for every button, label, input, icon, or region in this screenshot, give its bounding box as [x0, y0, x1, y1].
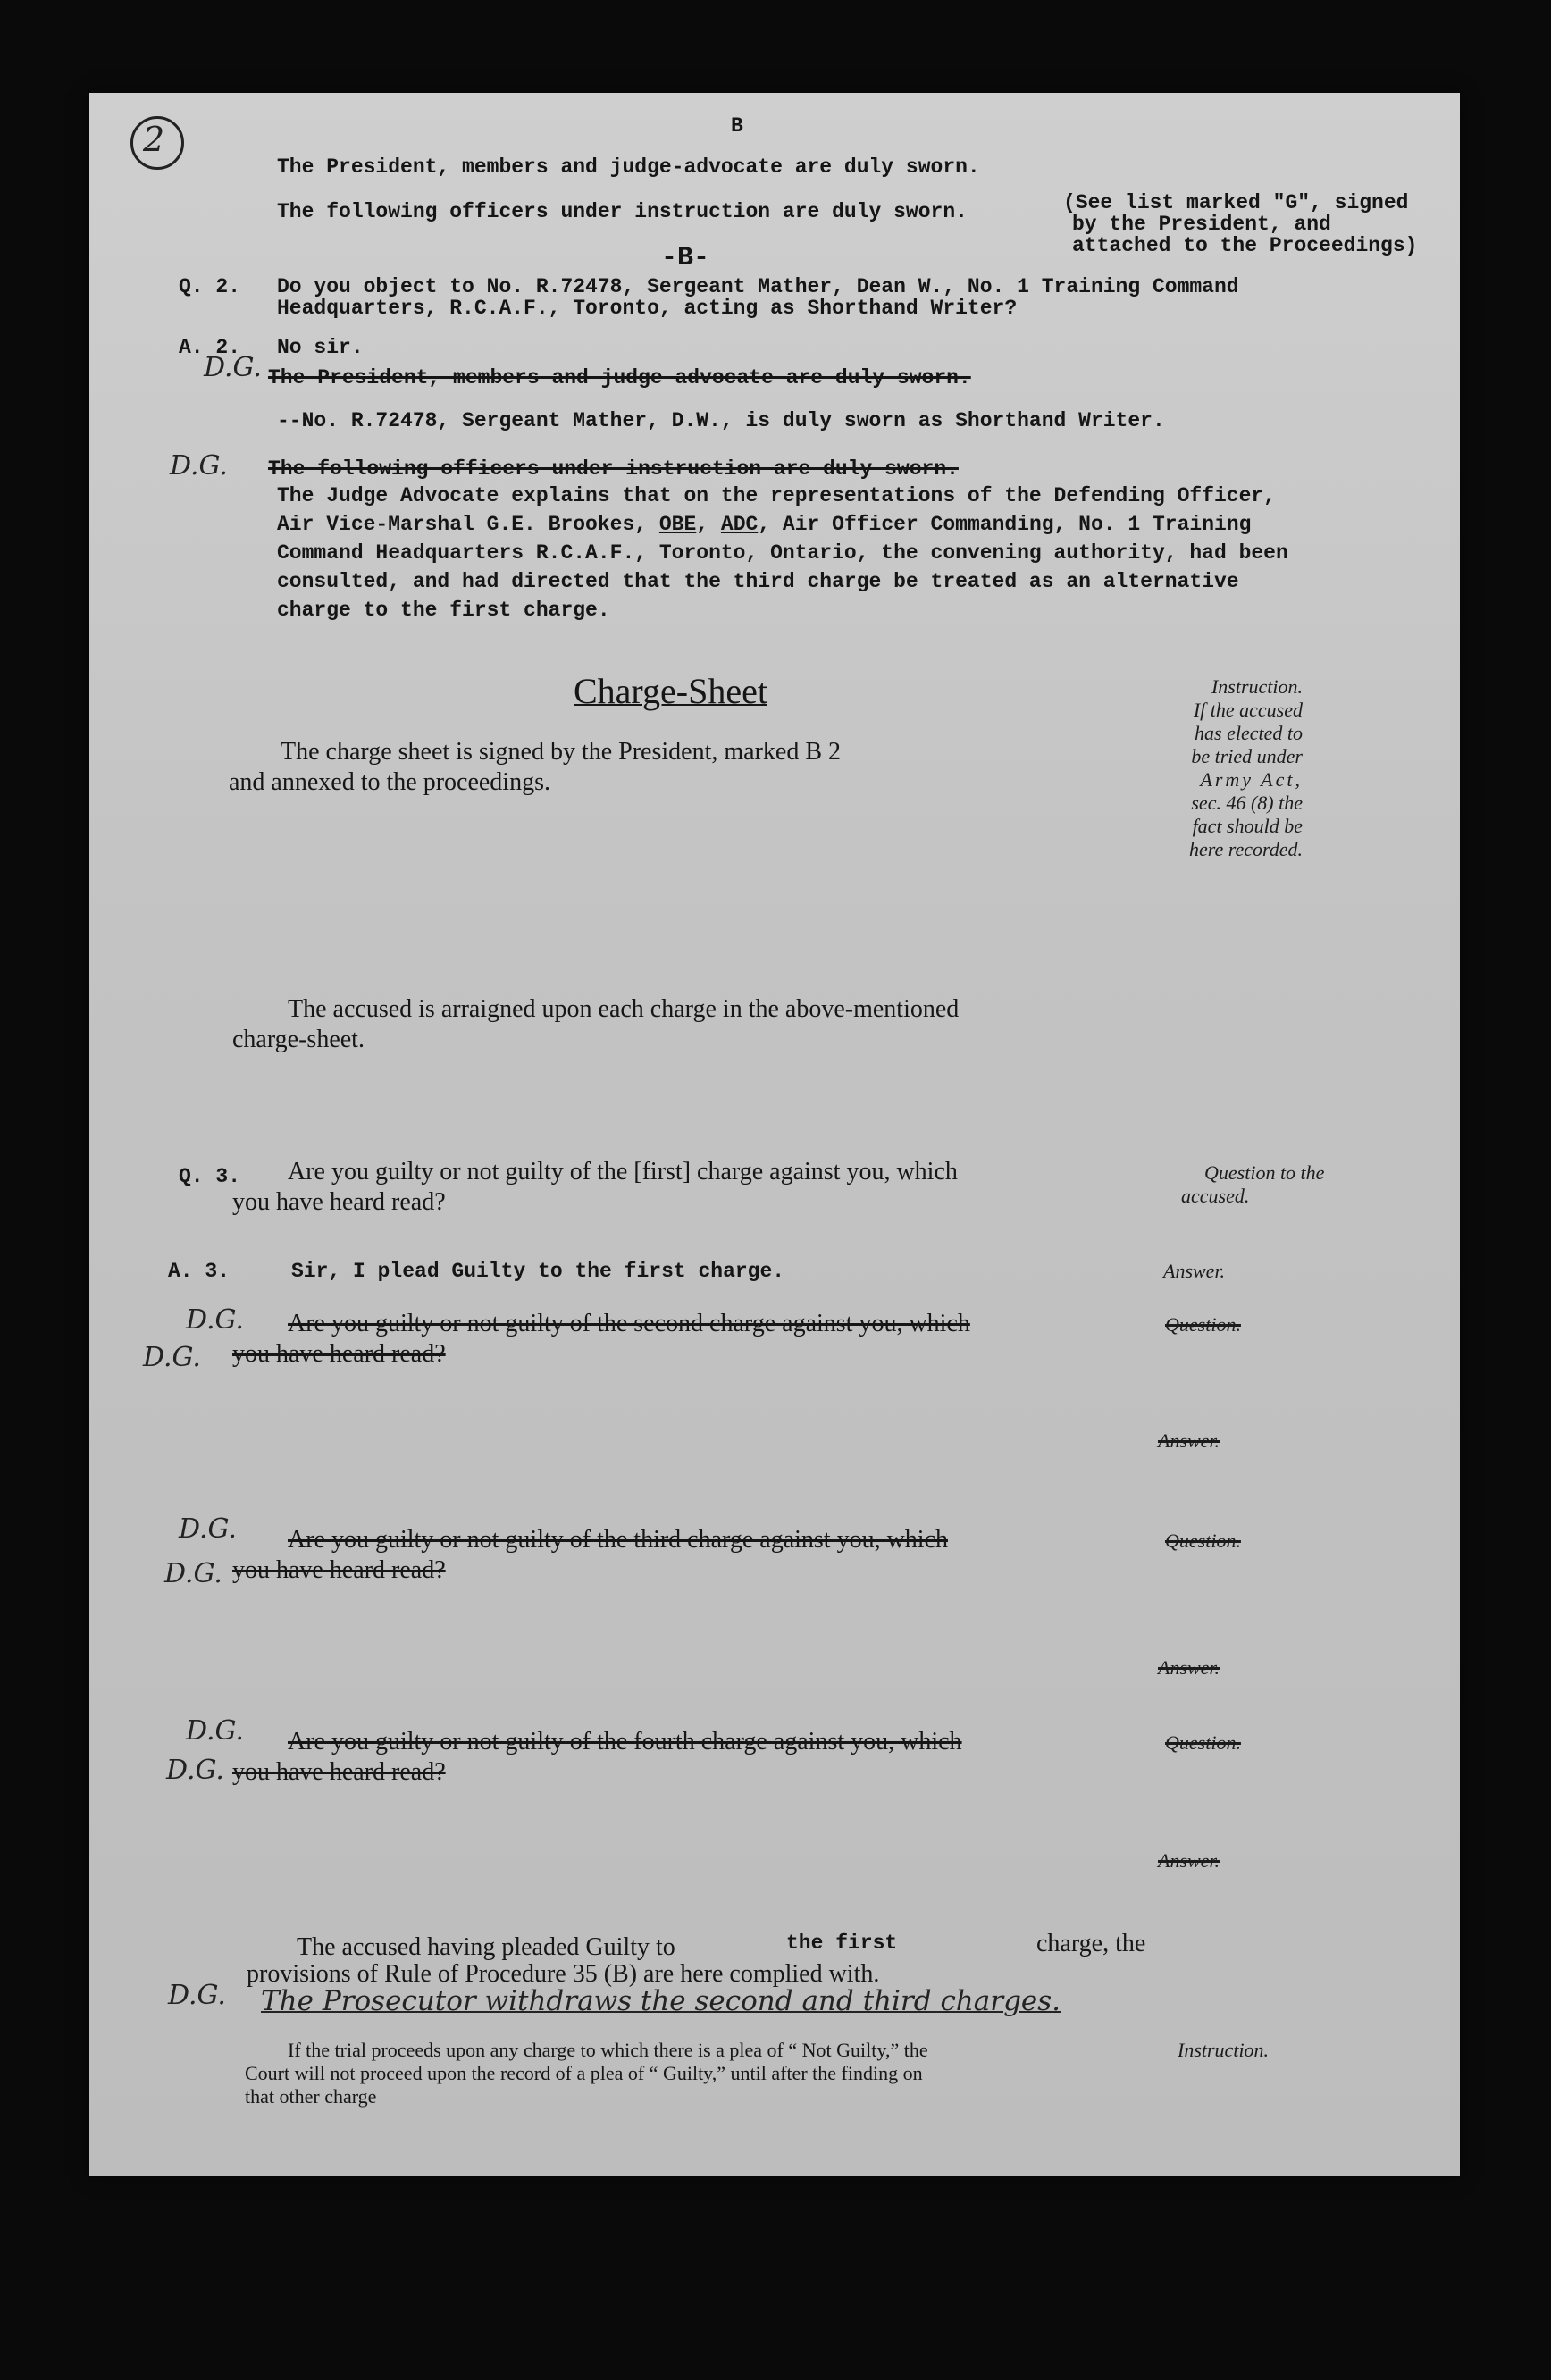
instr-l2: If the accused — [1193, 699, 1303, 721]
instr-l8: here recorded. — [1188, 838, 1303, 860]
a2-text: No sir. — [277, 336, 364, 359]
charge-sheet-line-1: The charge sheet is signed by the President, marked B 2 — [281, 738, 841, 766]
q3-margin-2: accused. — [1181, 1185, 1250, 1207]
ja-line-2b: , Air Officer Commanding, No. 1 Training — [758, 513, 1252, 536]
a2-number: A. 2. — [179, 336, 241, 359]
footer-instruction: Instruction. — [1178, 2039, 1270, 2061]
struck-q-second-answer: Answer. — [1158, 1429, 1220, 1452]
plea-handwritten: The Prosecutor withdraws the second and third charges. — [261, 1985, 1061, 2017]
struck-q-third-answer: Answer. — [1158, 1656, 1220, 1679]
section-letter-b: -B- — [661, 243, 710, 273]
a3-number: A. 3. — [168, 1260, 231, 1283]
ja-line-2 — [277, 513, 1251, 536]
initials-2: D.G. — [170, 450, 228, 482]
ja-line-5: charge to the first charge. — [277, 599, 610, 622]
initials-7: D.G. — [186, 1715, 244, 1747]
ja-obe: OBE — [658, 513, 697, 536]
struck-q-second-line-1: Are you guilty or not guilty of the second charge against you, which — [288, 1310, 970, 1337]
a3-text: Sir, I plead Guilty to the first charge. — [291, 1260, 785, 1283]
ja-line-1: The Judge Advocate explains that on the representations of the Defending Officer, — [277, 484, 1276, 507]
header-note-1: (See list marked "G", signed — [1063, 191, 1409, 214]
q3-line-1: Are you guilty or not guilty of the [first] charge against you, which — [288, 1158, 958, 1186]
ja-line-3: Command Headquarters R.C.A.F., Toronto, Ontario, the convening authority, had been — [277, 541, 1288, 565]
section-letter: B — [731, 114, 743, 138]
charge-sheet-title: Charge-Sheet — [574, 671, 767, 711]
initials-8: D.G. — [166, 1755, 224, 1786]
struck-q-fourth-question: Question. — [1165, 1731, 1241, 1754]
charge-sheet-instruction — [1151, 675, 1303, 861]
header-note-3: attached to the Proceedings) — [1072, 234, 1418, 257]
arraigned-line-1: The accused is arraigned upon each charge in the above-mentioned — [288, 995, 960, 1023]
instr-l1: Instruction. — [1211, 675, 1303, 698]
struck-q-third-question: Question. — [1165, 1529, 1241, 1552]
plea-line-1a: The accused having pleaded Guilty to — [297, 1933, 675, 1961]
a2-struck-2: The following officers under instruction are duly sworn. — [268, 457, 959, 481]
struck-q-third-line-1: Are you guilty or not guilty of the third charge against you, which — [288, 1526, 949, 1554]
q2-line-2: Headquarters, R.C.A.F., Toronto, acting as Shorthand Writer? — [277, 297, 1018, 320]
struck-q-second-line-2: you have heard read? — [232, 1340, 446, 1368]
plea-typed: the first — [786, 1932, 898, 1955]
instr-l4: be tried under — [1191, 745, 1303, 767]
a2-sworn: --No. R.72478, Sergeant Mather, D.W., is duly sworn as Shorthand Writer. — [277, 409, 1165, 432]
header-line-2: The following officers under instruction are duly sworn. — [277, 200, 968, 223]
q2-line-1: Do you object to No. R.72478, Sergeant Mather, Dean W., No. 1 Training Command — [277, 275, 1239, 298]
footer-line-2: Court will not proceed upon the record of a plea of “ Guilty,” until after the finding on — [245, 2062, 923, 2084]
struck-q-fourth-line-2: you have heard read? — [232, 1758, 446, 1786]
plea-line-2: provisions of Rule of Procedure 35 (B) are here complied with. — [247, 1960, 880, 1988]
ja-line-2a: Air Vice-Marshal G.E. Brookes, — [277, 513, 659, 536]
initials-3: D.G. — [186, 1304, 244, 1336]
struck-q-fourth-line-1: Are you guilty or not guilty of the fourth charge against you, which — [288, 1728, 962, 1756]
footer-line-3: that other charge — [245, 2085, 377, 2108]
initials-4: D.G. — [143, 1342, 201, 1373]
a3-margin: Answer. — [1163, 1260, 1226, 1282]
ja-comma: , — [696, 513, 721, 536]
arraigned-line-2: charge-sheet. — [232, 1026, 365, 1053]
q2-number: Q. 2. — [179, 275, 241, 298]
q3-line-2: you have heard read? — [232, 1188, 446, 1216]
ja-adc: ADC — [720, 513, 759, 536]
footer-line-1: If the trial proceeds upon any charge to which there is a plea of “ Not Guilty,” the — [288, 2039, 928, 2061]
a2-struck-1: The President, members and judge advocate are duly sworn. — [268, 366, 971, 390]
instr-l5: Army Act, — [1200, 768, 1303, 791]
plea-line-1b: charge, the — [1036, 1930, 1146, 1957]
header-note-2: by the President, and — [1072, 213, 1331, 236]
q3-margin-1: Question to the — [1204, 1161, 1325, 1184]
instr-l7: fact should be — [1192, 815, 1303, 837]
charge-sheet-line-2: and annexed to the proceedings. — [229, 768, 550, 796]
struck-q-third-line-2: you have heard read? — [232, 1556, 446, 1584]
struck-q-second-question: Question. — [1165, 1313, 1241, 1336]
document-page — [89, 93, 1460, 2176]
header-line-1: The President, members and judge-advocate are duly sworn. — [277, 155, 980, 179]
ja-line-4: consulted, and had directed that the third charge be treated as an alternative — [277, 570, 1239, 593]
instr-l3: has elected to — [1195, 722, 1303, 744]
initials-9: D.G. — [168, 1980, 226, 2011]
initials-6: D.G. — [164, 1558, 222, 1589]
initials-5: D.G. — [179, 1513, 237, 1545]
q3-number: Q. 3. — [179, 1165, 241, 1188]
page-number: 2 — [143, 120, 165, 159]
initials-1: D.G. — [204, 352, 262, 383]
struck-q-fourth-answer: Answer. — [1158, 1849, 1220, 1872]
instr-l6: sec. 46 (8) the — [1191, 792, 1303, 814]
